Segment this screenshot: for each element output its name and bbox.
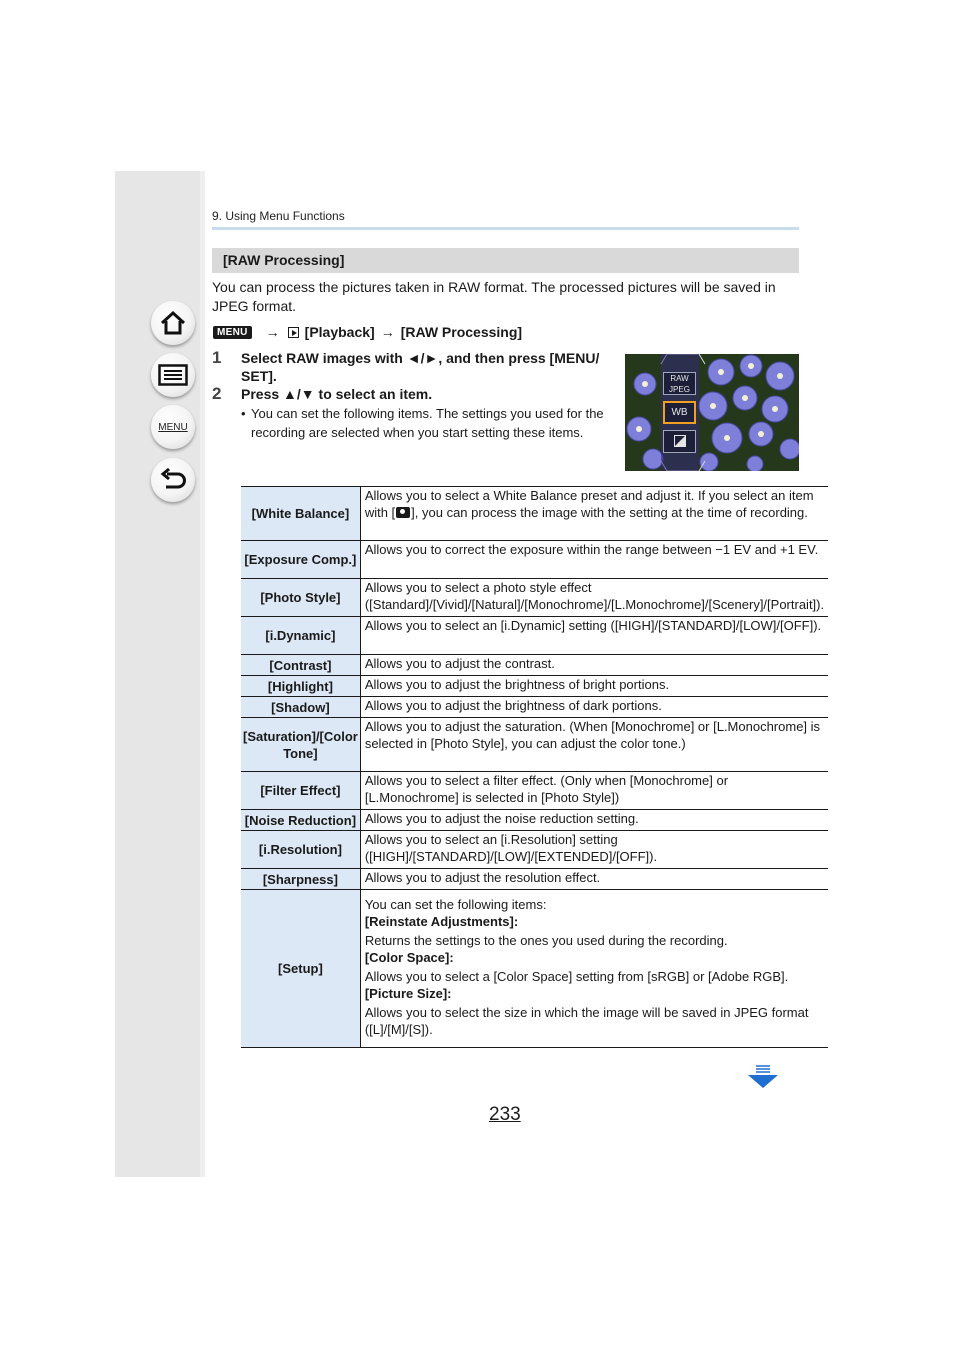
exposure-glyph-icon xyxy=(674,435,686,447)
item-label: [Photo Style] xyxy=(241,579,360,617)
step-1-number: 1 xyxy=(212,348,222,367)
home-button[interactable] xyxy=(151,301,195,345)
step-2-number: 2 xyxy=(212,384,222,403)
item-label: [Exposure Comp.] xyxy=(241,541,360,579)
menu-button[interactable] xyxy=(151,405,195,449)
item-description: Allows you to select a filter effect. (Only when [Monochrome] or [L.Monochrome] is selected in [Photo Style]) xyxy=(360,772,828,810)
item-description: Allows you to adjust the contrast. xyxy=(360,655,828,676)
breadcrumb: 9. Using Menu Functions xyxy=(212,209,345,223)
item-description xyxy=(360,487,828,541)
table-row xyxy=(241,831,828,869)
item-description: Allows you to adjust the noise reduction setting. xyxy=(360,810,828,831)
item-description: Allows you to correct the exposure within the range between −1 EV and +1 EV. xyxy=(360,541,828,579)
step-1-text: Select RAW images with ◄/►, and then press [MENU/ SET]. xyxy=(241,350,600,384)
desc-part-1: Allows you to select a White Balance preset and adjust it. If you select an item with [ xyxy=(364,488,814,520)
item-label: [i.Dynamic] xyxy=(241,617,360,655)
desc-part-2: ], you can process the image with the setting at the time of recording. xyxy=(411,505,808,520)
table-row xyxy=(241,579,828,617)
picture-size-desc: Allows you to select the size in which the image will be saved in JPEG format ([L]/[M]/[S]). xyxy=(364,1005,809,1037)
path-arrow: → xyxy=(265,324,280,340)
path-target: [RAW Processing] xyxy=(400,324,523,340)
item-label: [Saturation]/[Color Tone] xyxy=(241,718,360,772)
item-label: [Noise Reduction] xyxy=(241,810,360,831)
step-2-text: Press ▲/▼ to select an item. xyxy=(241,386,433,402)
item-description: Allows you to adjust the brightness of bright portions. xyxy=(360,676,828,697)
exposure-comp-icon xyxy=(663,430,696,453)
contents-button[interactable] xyxy=(151,353,195,397)
reinstate-label: [Reinstate Adjustments]: xyxy=(364,914,519,929)
table-row xyxy=(241,869,828,890)
breadcrumb-rule xyxy=(212,227,799,230)
path-playback: [Playback] xyxy=(304,324,375,340)
camera-icon xyxy=(396,507,410,518)
item-label: [Highlight] xyxy=(241,676,360,697)
white-balance-icon xyxy=(663,401,696,424)
list-icon xyxy=(158,364,188,386)
path-arrow-2: → xyxy=(380,324,395,340)
item-label: [Setup] xyxy=(241,890,360,1048)
settings-table xyxy=(241,486,828,1048)
home-icon xyxy=(159,310,187,336)
menu-icon: MENU xyxy=(158,421,188,433)
intro-text: You can process the pictures taken in RAW format. The processed pictures will be saved in JPEG format. xyxy=(212,279,776,314)
item-label: [Sharpness] xyxy=(241,869,360,890)
playback-icon xyxy=(288,327,299,338)
back-arrow-icon xyxy=(159,468,187,492)
table-row xyxy=(241,772,828,810)
raw-jpeg-icon xyxy=(663,372,696,395)
next-page-button[interactable] xyxy=(746,1064,780,1095)
setup-description xyxy=(360,890,828,1048)
item-description: Allows you to select an [i.Dynamic] setting ([HIGH]/[STANDARD]/[LOW]/[OFF]). xyxy=(360,617,828,655)
item-description: Allows you to adjust the brightness of dark portions. xyxy=(360,697,828,718)
table-row xyxy=(241,487,828,541)
table-row xyxy=(241,697,828,718)
wb-label: WB xyxy=(671,407,688,418)
table-row-setup xyxy=(241,890,828,1048)
table-row xyxy=(241,718,828,772)
table-row xyxy=(241,655,828,676)
bullet-note: • You can set the following items. The settings you used for the recording are selected when you start setting these items. xyxy=(241,404,619,442)
table-row xyxy=(241,676,828,697)
item-description: Allows you to adjust the saturation. (When [Monochrome] or [L.Monochrome] is selected in [Photo Style], you can adjust the color tone.) xyxy=(360,718,828,772)
item-label: [White Balance] xyxy=(241,487,360,541)
reinstate-desc: Returns the settings to the ones you used during the recording. xyxy=(364,933,728,948)
color-space-desc: Allows you to select a [Color Space] setting from [sRGB] or [Adobe RGB]. xyxy=(364,969,789,984)
item-description: Allows you to select an [i.Resolution] setting ([HIGH]/[STANDARD]/[LOW]/[EXTENDED]/[OFF]). xyxy=(360,831,828,869)
picture-size-label: [Picture Size]: xyxy=(364,986,452,1001)
table-row xyxy=(241,810,828,831)
next-page-arrow-icon xyxy=(746,1064,780,1090)
setup-intro: You can set the following items: xyxy=(364,897,547,912)
back-button[interactable] xyxy=(151,458,195,502)
menu-badge: MENU xyxy=(213,326,252,339)
item-label: [Contrast] xyxy=(241,655,360,676)
item-label: [Filter Effect] xyxy=(241,772,360,810)
table-row xyxy=(241,617,828,655)
flowers-photo xyxy=(625,354,799,471)
page-number: 233 xyxy=(489,1104,521,1125)
sidebar-edge xyxy=(200,171,205,1177)
item-label: [Shadow] xyxy=(241,697,360,718)
item-label: [i.Resolution] xyxy=(241,831,360,869)
item-description: Allows you to adjust the resolution effect. xyxy=(360,869,828,890)
color-space-label: [Color Space]: xyxy=(364,950,454,965)
camera-screen-image xyxy=(625,354,799,471)
menu-path xyxy=(213,324,522,340)
table-row xyxy=(241,541,828,579)
jpeg-label: JPEG xyxy=(669,385,690,394)
raw-label: RAW xyxy=(670,374,689,383)
item-description: Allows you to select a photo style effect ([Standard]/[Vivid]/[Natural]/[Monochrome]/[L.Monochrome]/[Scenery]/[Portrait]). xyxy=(360,579,828,617)
section-title: [RAW Processing] xyxy=(212,248,799,273)
